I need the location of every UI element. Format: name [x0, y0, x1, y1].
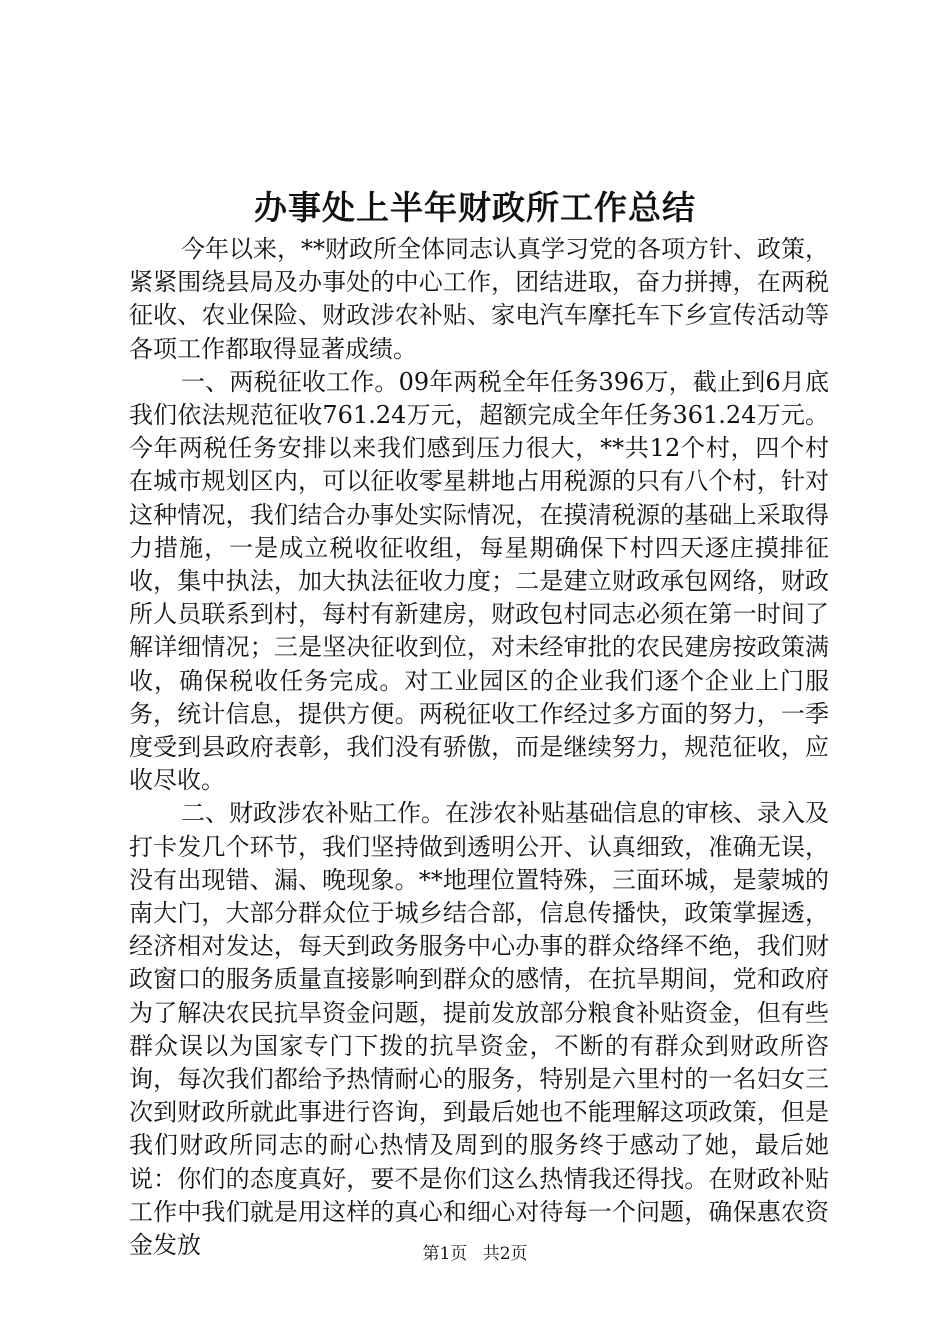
paragraph-tax-collection: 一、两税征收工作。09年两税全年任务396万，截止到6月底我们依法规范征收761.24万元，超额完成全年任务361.24万元。今年两税任务安排以来我们感到压力很大，**共12个村，四个村在城市规划区内，可以征收零星耕地占用税源的只有八个村，针对这种情况，我们结合办事处实际情况，在摸清税源的基础上采取得力措施，一是成立税收征收组，每星期确保下村四天逐庄摸排征收，集中执法，加大执法征收力度；二是建立财政承包网络，财政所人员联系到村，每村有新建房，财政包村同志必须在第一时间了解详细情况；三是坚决征收到位，对未经审批的农民建房按政策满收，确保税收任务完成。对工业园区的企业我们逐个企业上门服务，统计信息，提供方便。两税征收工作经过多方面的努力，一季度受到县政府表彰，我们没有骄傲，而是继续努力，规范征收，应收尽收。 [129, 367, 829, 795]
page-number-current: 第1页 [422, 1244, 468, 1264]
paragraph-agri-subsidy: 二、财政涉农补贴工作。在涉农补贴基础信息的审核、录入及打卡发几个环节，我们坚持做到透明公开、认真细致，准确无误，没有出现错、漏、晚现象。**地理位置特殊，三面环城，是蒙城的南大门，大部分群众位于城乡结合部，信息传播快，政策掌握透，经济相对发达，每天到政务服务中心办事的群众络绎不绝，我们财政窗口的服务质量直接影响到群众的感情，在抗旱期间，党和政府为了解决农民抗旱资金问题，提前发放部分粮食补贴资金，但有些群众误以为国家专门下拨的抗旱资金，不断的有群众到财政所咨询，每次我们都给予热情耐心的服务，特别是六里村的一名妇女三次到财政所就此事进行咨询，到最后她也不能理解这项政策，但是我们财政所同志的耐心热情及周到的服务终于感动了她，最后她说：你们的态度真好，要不是你们这么热情我还得找。在财政补贴工作中我们就是用这样的真心和细心对待每一个问题，确保惠农资金发放 [129, 799, 829, 1260]
paragraph-intro: 今年以来，**财政所全体同志认真学习党的各项方针、政策，紧紧围绕县局及办事处的中心工作，团结进取，奋力拼搏，在两税征收、农业保险、财政涉农补贴、家电汽车摩托车下乡宣传活动等各项工作都取得显著成绩。 [129, 235, 829, 363]
document-title: 办事处上半年财政所工作总结 [254, 188, 696, 227]
document-body [129, 233, 829, 1262]
page-footer [0, 1242, 950, 1266]
page-number-total: 共2页 [482, 1244, 528, 1264]
